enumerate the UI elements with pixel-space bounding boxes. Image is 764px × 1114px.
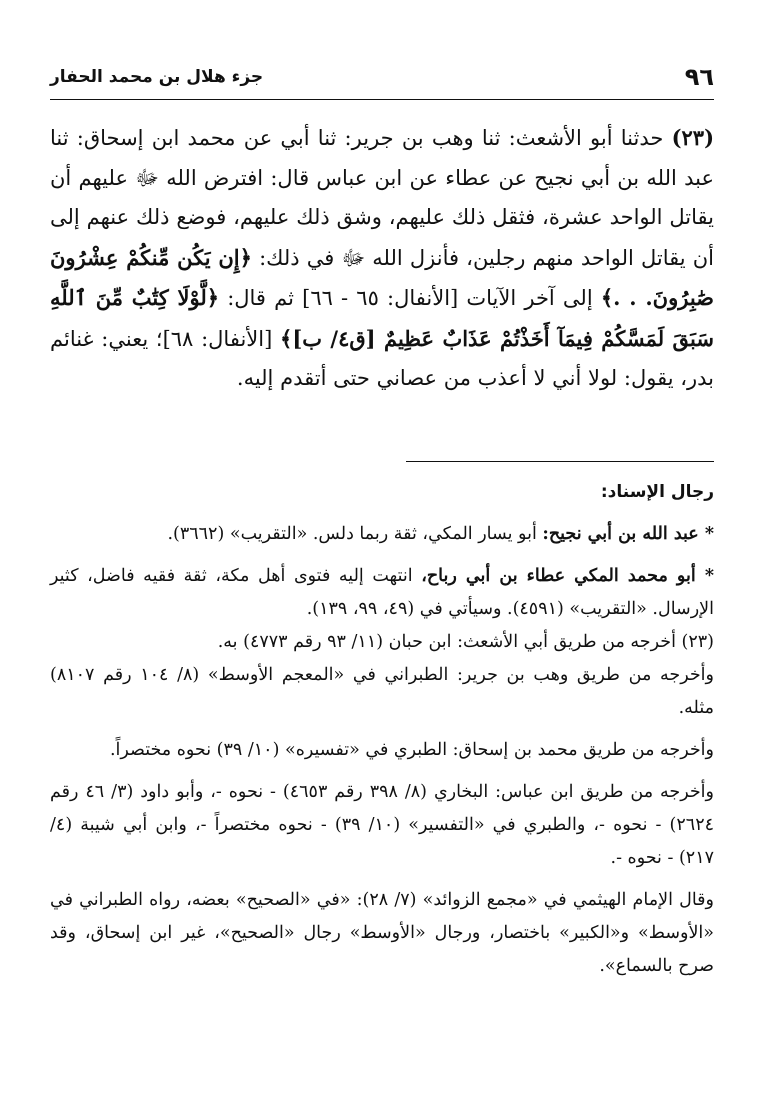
hadith-text-block: [50, 118, 714, 399]
takhrij-4: وأخرجه من طريق ابن عباس: البخاري (٨/ ٣٩٨ رقم ٤٦٥٣) - نحوه -، وأبو داود (٣/ ٤٦ رقم ٢٦٢٤) - نحوه -، والطبري في «التفسير» (١٠/ ٣٩) - نحوه مختصراً -، وابن أبي شيبة (٤/ ٢١٧) - نحوه -.: [50, 782, 714, 868]
header-rule: [50, 99, 714, 100]
hadith-ending: [الأنفال: ٦٨]؛ يعني: غنائم بدر، يقول: لولا أني لا أعذب من عصاني حتى أتقدم إليه.: [50, 326, 714, 390]
hadith-body: حدثنا أبو الأشعث: ثنا وهب بن جرير: ثنا أبي عن محمد ابن إسحاق: ثنا عبد الله بن أبي نجيح عن عطاء عن ابن عباس قال: افترض الله ﷻ عليهم أن يقاتل الواحد عشرة، فثقل ذلك عليهم، وشق ذلك عليهم، فوضع ذلك عنهم إلى أن يقاتل الواحد منهم رجلين، فأنزل الله ﷻ في ذلك:: [50, 126, 714, 270]
takhrij-1: (٢٣) أخرجه من طريق أبي الأشعث: ابن حبان (١١/ ٩٣ رقم ٤٧٧٣) به.: [217, 632, 714, 652]
takhrij-5: وقال الإمام الهيثمي في «مجمع الزوائد» (٧/ ٢٨): «في «الصحيح» بعضه، رواه الطبراني في «الأوسط» و«الكبير» باختصار، ورجال «الأوسط» رجال «الصحيح»، غير ابن إسحاق، وقد صرح بالسماع».: [50, 890, 714, 976]
page-number: ٩٦: [684, 63, 714, 91]
footnotes-heading: [50, 476, 714, 509]
quran-verse-2: ﴿لَّوْلَا كِتَٰبٌ مِّنَ ٱللَّهِ سَبَقَ لَمَسَّكُمْ فِيمَآ أَخَذْتُمْ عَذَابٌ عَظِيمٌ [ق٤/ ب]﴾: [50, 285, 714, 351]
isnad-heading: رجال الإسناد:: [600, 482, 714, 502]
page-header: [50, 62, 714, 92]
hadith-continuation: إلى آخر الآيات [الأنفال: ٦٥ - ٦٦] ثم قال:: [227, 286, 593, 310]
narrator-entry-1: [50, 518, 714, 551]
footnote-separator: [406, 461, 714, 462]
footnotes-block: [50, 476, 714, 983]
quran-verse-1: ﴿إِن يَكُن مِّنكُمْ عِشْرُونَ صَٰبِرُونَ. . .﴾: [50, 244, 714, 310]
narrator-entry-2: [50, 560, 714, 626]
hadith-paragraph: [50, 118, 714, 399]
narrator-2-text: انتهت إليه فتوى أهل مكة، ثقة فقيه فاضل، كثير الإرسال. «التقريب» (٤٥٩١). وسيأتي في (٤٩، ٩٩، ١٣٩).: [50, 566, 714, 619]
narrator-1-text: أبو يسار المكي، ثقة ربما دلس. «التقريب» (٣٦٦٢).: [167, 524, 537, 544]
narrator-1-name: * عبد الله بن أبي نجيح:: [542, 524, 714, 544]
running-title: جزء هلال بن محمد الحفار: [50, 67, 264, 87]
takhrij-3: وأخرجه من طريق محمد بن إسحاق: الطبري في «تفسيره» (١٠/ ٣٩) نحوه مختصراً.: [109, 740, 714, 760]
takhrij-2: وأخرجه من طريق وهب بن جرير: الطبراني في «المعجم الأوسط» (٨/ ١٠٤ رقم ٨١٠٧) مثله.: [50, 665, 714, 718]
narrator-2-name: * أبو محمد المكي عطاء بن أبي رباح،: [421, 566, 714, 586]
hadith-number: (٢٣): [671, 125, 714, 150]
